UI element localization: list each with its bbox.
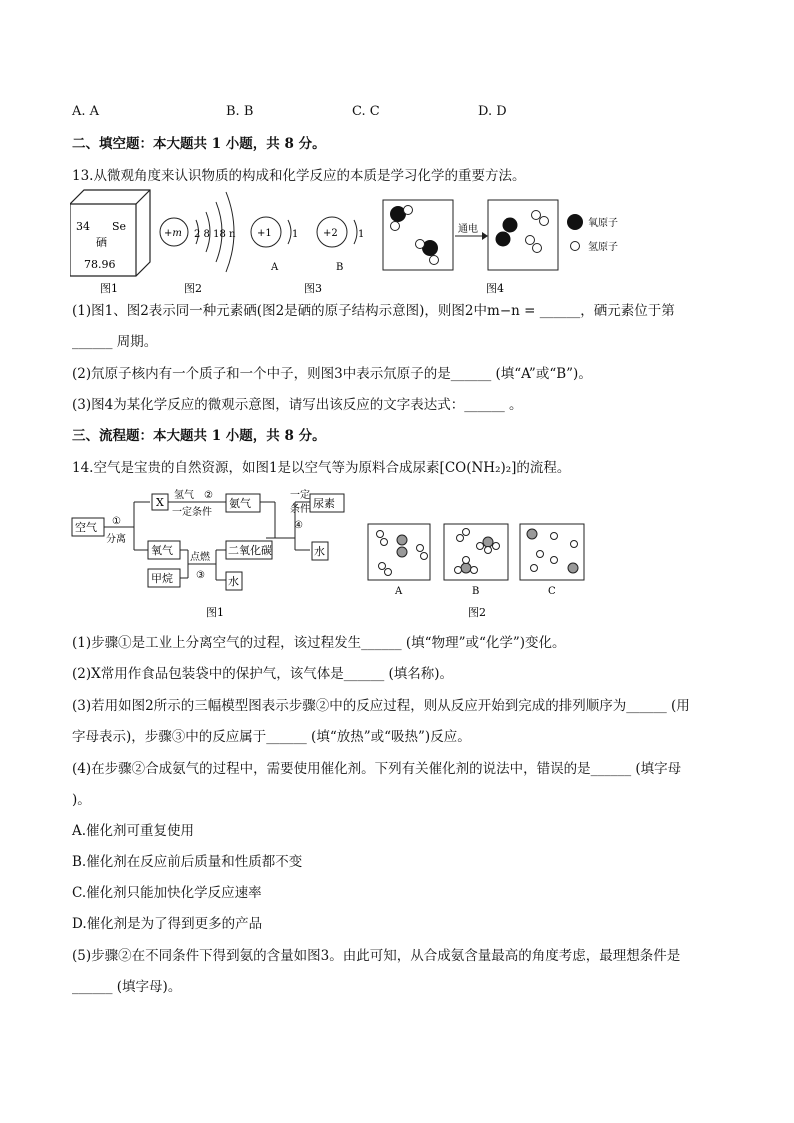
q14-stem: 14.空气是宝贵的自然资源，如图1是以空气等为原料合成尿素[CO(NH₂)₂]的流程。 xyxy=(72,460,571,476)
svg-text:1: 1 xyxy=(292,229,299,240)
element-symbol: Se xyxy=(112,220,127,233)
selenium-element-card xyxy=(70,190,150,276)
svg-text:二氧化碳: 二氧化碳 xyxy=(228,544,272,557)
q14-fig2-caption: 图2 xyxy=(468,606,486,619)
fig2-caption: 图2 xyxy=(184,282,202,295)
q13-part1-cont: ______ 周期。 xyxy=(72,334,158,350)
q14-option-a[interactable]: A.催化剂可重复使用 xyxy=(72,823,195,839)
synthesis-flowchart xyxy=(72,488,344,590)
q13-part2: (2)氘原子核内有一个质子和一个中子，则图3中表示氘原子的是______ (填“A”或“B”)。 xyxy=(72,366,592,382)
choice-d[interactable]: D. D xyxy=(478,104,507,119)
svg-text:氧气: 氧气 xyxy=(151,544,173,557)
svg-text:一定: 一定 xyxy=(290,490,310,501)
svg-text:条件: 条件 xyxy=(290,504,310,515)
choice-a[interactable]: A. A xyxy=(72,104,100,119)
q14-figures xyxy=(70,488,610,624)
choice-b[interactable]: B. B xyxy=(226,104,254,119)
svg-text:④: ④ xyxy=(294,520,303,531)
svg-text:X: X xyxy=(156,496,164,509)
model-a xyxy=(368,524,430,597)
choice-c[interactable]: C. C xyxy=(352,104,380,119)
q14-part1: (1)步骤①是工业上分离空气的过程，该过程发生______ (填“物理”或“化学”)变化。 xyxy=(72,635,566,651)
svg-text:分离: 分离 xyxy=(106,534,126,545)
svg-text:③: ③ xyxy=(196,570,205,581)
selenium-atom-structure xyxy=(160,192,236,272)
electron-shells: 2 8 18 n xyxy=(194,229,236,240)
q13-stem: 13.从微观角度来认识物质的构成和化学反应的本质是学习化学的重要方法。 xyxy=(72,168,526,184)
q14-part3-cont: 字母表示)，步骤③中的反应属于______ (填“放热”或“吸热”)反应。 xyxy=(72,729,471,745)
svg-text:+2: +2 xyxy=(323,228,338,239)
fig1-caption: 图1 xyxy=(100,282,118,295)
svg-text:空气: 空气 xyxy=(75,521,97,534)
q14-option-d[interactable]: D.催化剂是为了得到更多的产品 xyxy=(72,916,263,932)
reaction-micro-diagram xyxy=(383,200,618,270)
svg-text:B: B xyxy=(472,586,480,597)
svg-text:B: B xyxy=(336,262,344,273)
q14-part4-cont: )。 xyxy=(72,792,91,808)
svg-text:A: A xyxy=(395,586,403,597)
model-c xyxy=(520,524,584,597)
svg-text:尿素: 尿素 xyxy=(313,497,335,510)
q14-option-c[interactable]: C.催化剂只能加快化学反应速率 xyxy=(72,885,262,901)
svg-text:①: ① xyxy=(112,516,121,527)
element-name: 硒 xyxy=(96,236,107,249)
q14-part5-cont: ______ (填字母)。 xyxy=(72,979,182,995)
nucleus-charge: +m xyxy=(164,228,182,239)
svg-text:氢气: 氢气 xyxy=(174,490,194,501)
svg-text:水: 水 xyxy=(314,545,325,558)
svg-text:氨气: 氨气 xyxy=(229,497,251,510)
atom-b xyxy=(317,217,364,273)
svg-text:C: C xyxy=(548,586,556,597)
svg-text:水: 水 xyxy=(228,575,239,588)
q14-part4: (4)在步骤②合成氨气的过程中，需要使用催化剂。下列有关催化剂的说法中，错误的是______ (填字母 xyxy=(72,761,682,777)
q14-option-b[interactable]: B.催化剂在反应前后质量和性质都不变 xyxy=(72,854,303,870)
q14-part2: (2)X常用作食品包装袋中的保护气，该气体是______ (填名称)。 xyxy=(72,666,454,682)
svg-text:+1: +1 xyxy=(257,228,272,239)
atom-a xyxy=(251,217,298,273)
svg-text:②: ② xyxy=(204,490,213,501)
legend-hydrogen: 氢原子 xyxy=(588,242,618,253)
q14-part3: (3)若用如图2所示的三幅模型图表示步骤②中的反应过程，则从反应开始到完成的排列顺序为______ (用 xyxy=(72,698,690,714)
q13-part3: (3)图4为某化学反应的微观示意图，请写出该反应的文字表达式：______ 。 xyxy=(72,397,523,413)
svg-text:1: 1 xyxy=(358,229,365,240)
q13-part1: (1)图1、图2表示同一种元素硒(图2是硒的原子结构示意图)，则图2中m−n = ______，硒元素位于第 xyxy=(72,303,675,319)
element-mass: 78.96 xyxy=(84,258,116,271)
section2-header: 二、填空题：本大题共 1 小题，共 8 分。 xyxy=(72,136,326,152)
legend-oxygen: 氧原子 xyxy=(588,218,618,229)
section3-header: 三、流程题：本大题共 1 小题，共 8 分。 xyxy=(72,428,326,444)
q13-figures xyxy=(70,188,660,298)
q14-part5: (5)步骤②在不同条件下得到氨的含量如图3。由此可知，从合成氨含量最高的角度考虑，最理想条件是 xyxy=(72,948,681,964)
fig3-caption: 图3 xyxy=(304,282,322,295)
fig4-caption: 图4 xyxy=(486,282,504,295)
q14-fig1-caption: 图1 xyxy=(206,606,224,619)
svg-text:点燃: 点燃 xyxy=(190,552,210,563)
svg-text:A: A xyxy=(271,262,279,273)
arrow-label: 通电 xyxy=(458,224,478,235)
model-b xyxy=(444,524,508,597)
svg-text:甲烷: 甲烷 xyxy=(151,572,173,585)
svg-text:一定条件: 一定条件 xyxy=(172,507,212,518)
element-number: 34 xyxy=(76,220,90,233)
